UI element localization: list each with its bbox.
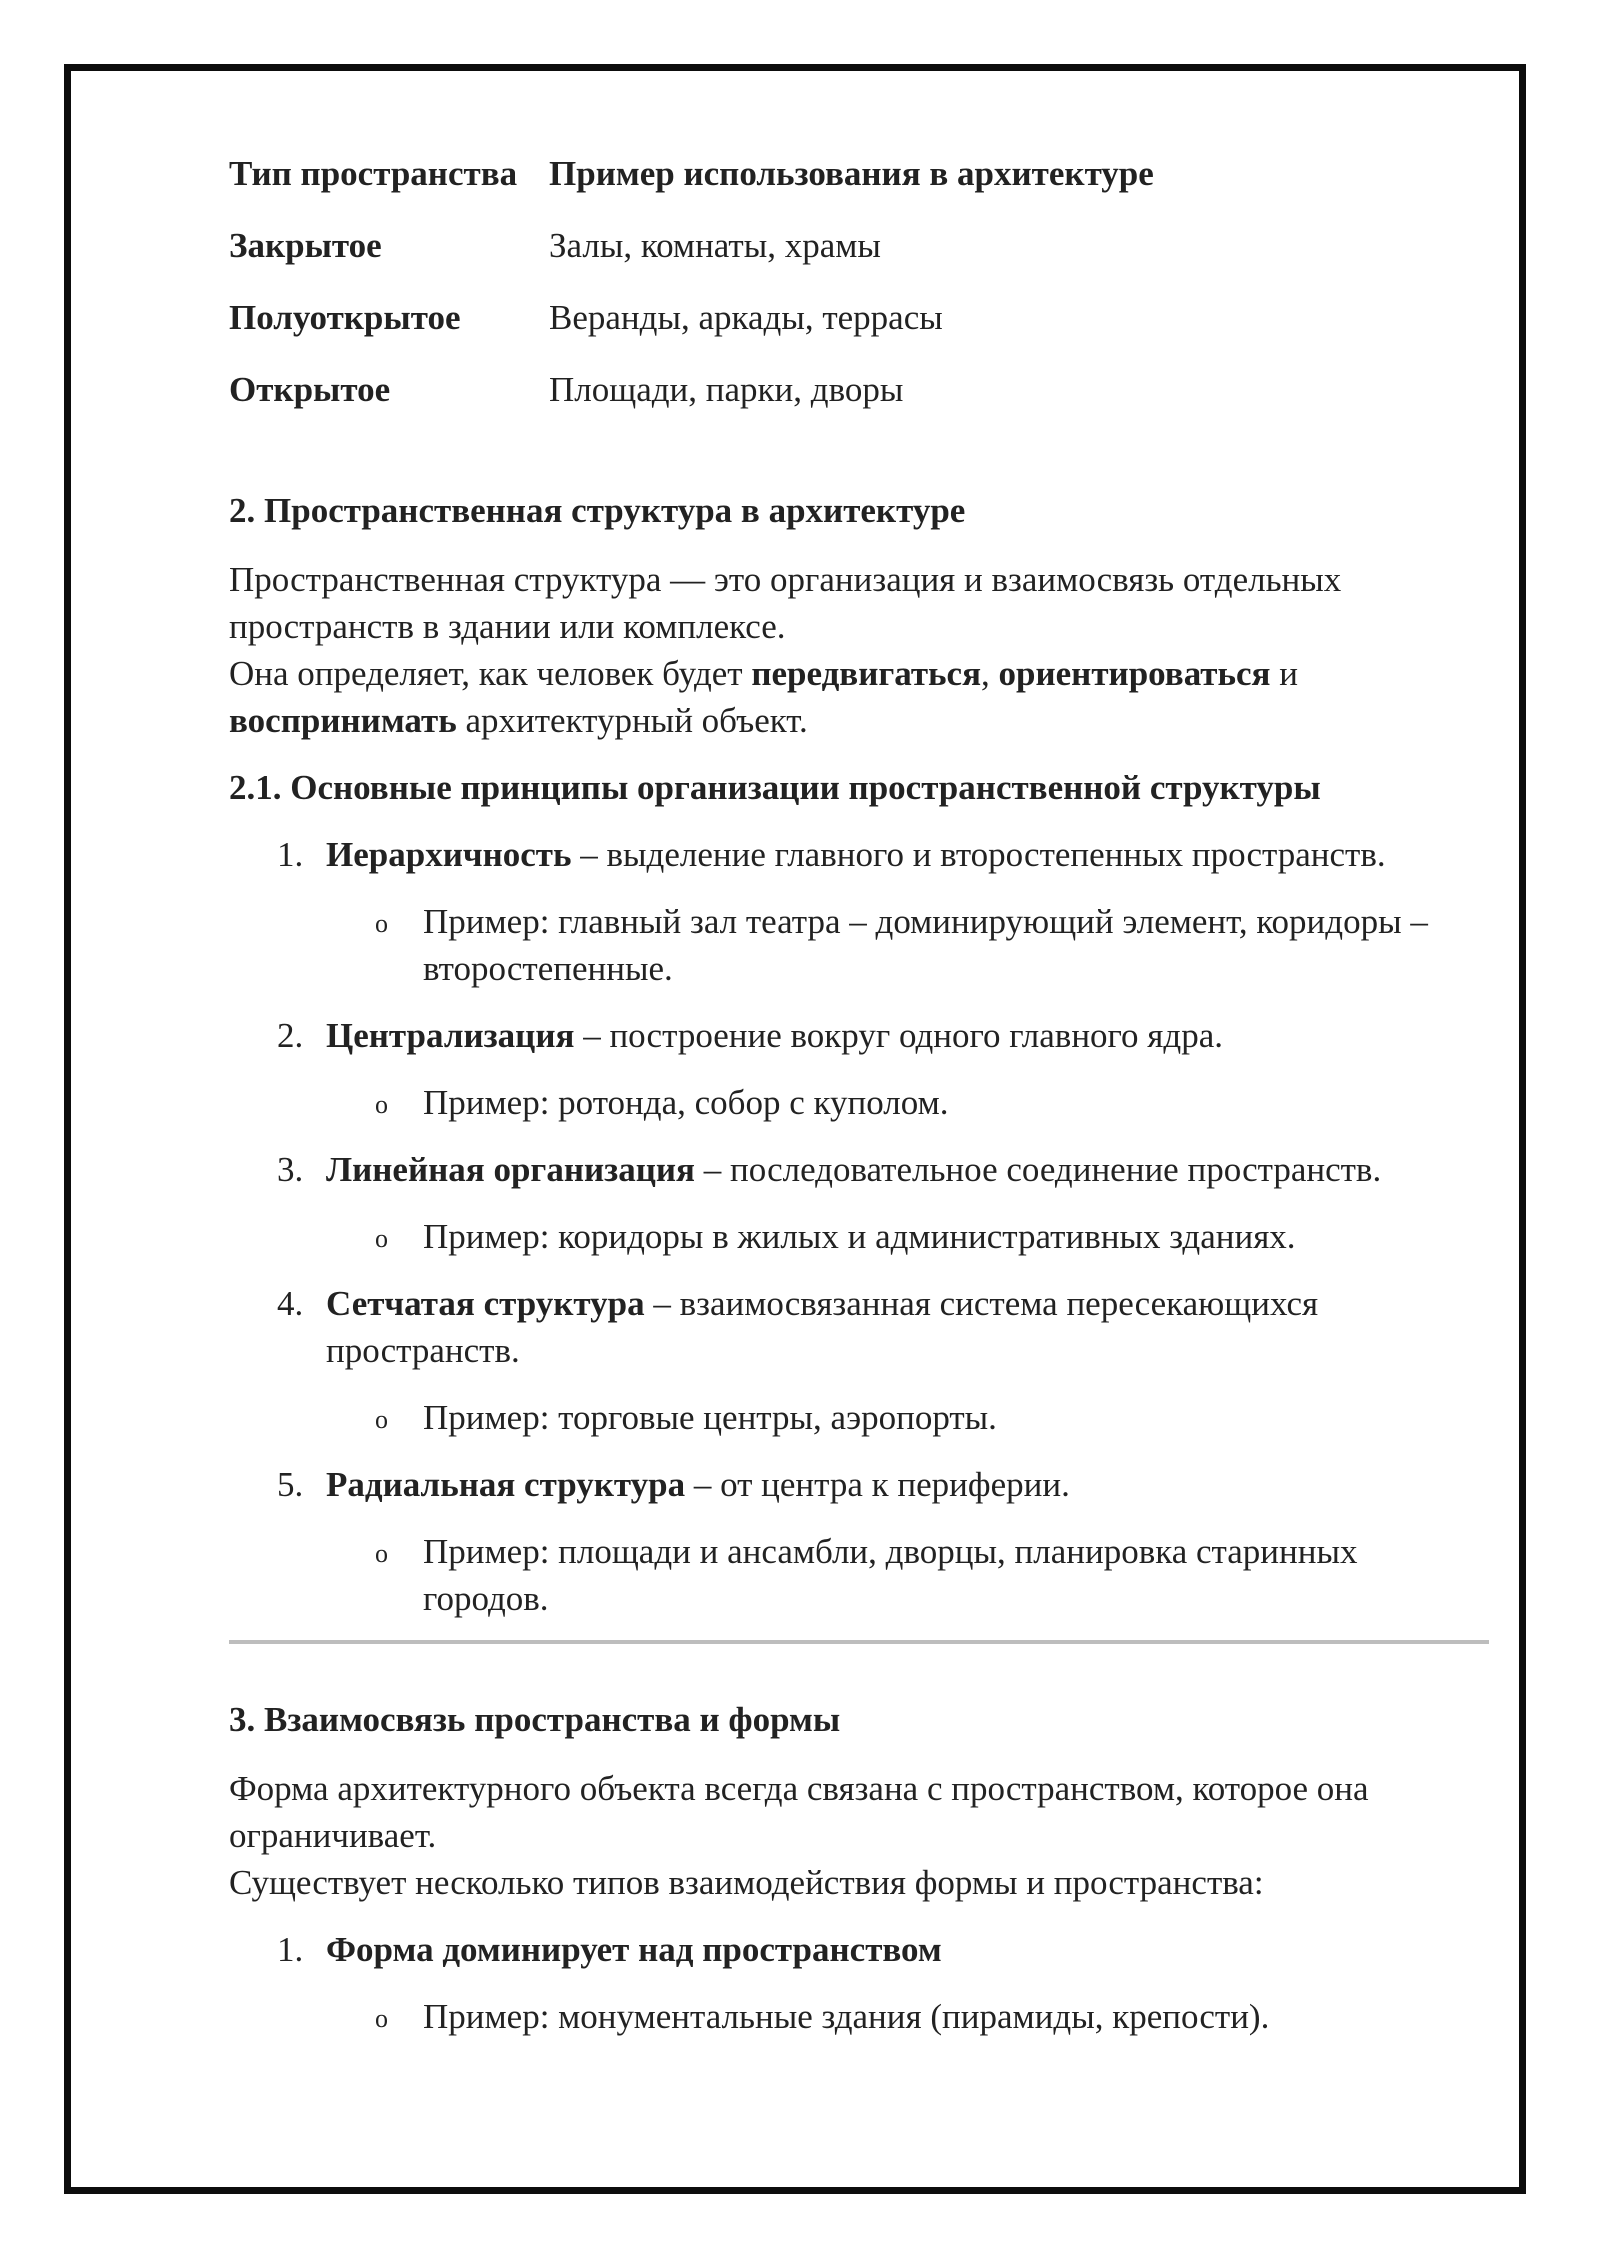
principle-term: Радиальная структура	[326, 1465, 686, 1504]
document-content	[229, 150, 1489, 2040]
section-2-paragraph: Пространственная структура — это организация и взаимосвязь отдельных пространств в здании или комплексе.	[229, 560, 1342, 646]
principle-description: – построение вокруг одного главного ядра.	[574, 1016, 1223, 1055]
example-line	[229, 1213, 1489, 1260]
section-2-paragraph	[229, 650, 1489, 744]
text-run: архитектурный объект.	[456, 701, 808, 740]
example-line	[229, 1993, 1489, 2040]
section-3-paragraph: Форма архитектурного объекта всегда связана с пространством, которое она ограничивает.	[229, 1769, 1369, 1855]
example-text: Пример: торговые центры, аэропорты.	[423, 1398, 997, 1437]
table-cell-example: Веранды, аркады, террасы	[549, 298, 943, 337]
list-item	[229, 1461, 1489, 1622]
list-number: 4.	[277, 1284, 304, 1323]
principle-line	[229, 1461, 1489, 1508]
table-cell-example: Площади, парки, дворы	[549, 370, 904, 409]
bold-term: ориентироваться	[998, 654, 1271, 693]
table-row	[229, 222, 1154, 294]
table-cell-type: Закрытое	[229, 226, 382, 265]
example-line	[229, 1394, 1489, 1441]
list-number: 3.	[277, 1150, 304, 1189]
principle-description: – последовательное соединение пространств.	[695, 1150, 1382, 1189]
table-header-row	[229, 150, 1154, 222]
list-item	[229, 1146, 1489, 1260]
section-divider	[229, 1640, 1489, 1644]
table-header-cell: Пример использования в архитектуре	[549, 154, 1154, 193]
principle-term: Сетчатая структура	[326, 1284, 645, 1323]
text-run: Она определяет, как человек будет	[229, 654, 752, 693]
example-text: Пример: коридоры в жилых и административных зданиях.	[423, 1217, 1296, 1256]
interaction-term: Форма доминирует над пространством	[326, 1930, 942, 1969]
text-run: и	[1270, 654, 1298, 693]
example-line	[229, 898, 1489, 992]
principle-line	[229, 1146, 1489, 1193]
bullet-icon: o	[375, 1405, 388, 1434]
principles-list	[229, 831, 1489, 1622]
example-text: Пример: главный зал театра – доминирующий элемент, коридоры – второстепенные.	[423, 902, 1428, 988]
list-number: 1.	[277, 835, 304, 874]
space-types-table	[229, 150, 1154, 438]
bullet-icon: o	[375, 1224, 388, 1253]
example-text: Пример: площади и ансамбли, дворцы, планировка старинных городов.	[423, 1532, 1358, 1618]
bullet-icon: o	[375, 909, 388, 938]
list-item	[229, 831, 1489, 992]
subsection-2-1-heading: 2.1. Основные принципы организации пространственной структуры	[229, 768, 1321, 807]
principle-description: – взаимосвязанная система пересекающихся пространств.	[326, 1284, 1319, 1370]
bullet-icon: o	[375, 2004, 388, 2033]
table-cell-type: Открытое	[229, 370, 391, 409]
list-item	[229, 1926, 1489, 2040]
example-line	[229, 1528, 1489, 1622]
list-number: 1.	[277, 1930, 304, 1969]
table-row	[229, 294, 1154, 366]
bold-term: воспринимать	[229, 701, 457, 740]
section-3-heading: 3. Взаимосвязь пространства и формы	[229, 1700, 841, 1739]
list-number: 2.	[277, 1016, 304, 1055]
principle-description: – от центра к периферии.	[685, 1465, 1070, 1504]
table-cell-type: Полуоткрытое	[229, 298, 461, 337]
table-cell-example: Залы, комнаты, храмы	[549, 226, 881, 265]
example-text: Пример: ротонда, собор с куполом.	[423, 1083, 949, 1122]
principle-term: Иерархичность	[326, 835, 572, 874]
principle-line	[229, 1012, 1489, 1059]
table-row	[229, 366, 1154, 438]
bold-term: передвигаться	[751, 654, 982, 693]
principle-line	[229, 831, 1489, 878]
section-2-heading: 2. Пространственная структура в архитектуре	[229, 491, 966, 530]
bullet-icon: o	[375, 1090, 388, 1119]
principle-term: Линейная организация	[326, 1150, 695, 1189]
list-item	[229, 1280, 1489, 1441]
interaction-types-list	[229, 1926, 1489, 2040]
table-header-cell: Тип пространства	[229, 154, 518, 193]
example-text: Пример: монументальные здания (пирамиды, крепости).	[423, 1997, 1270, 2036]
list-number: 5.	[277, 1465, 304, 1504]
list-item	[229, 1012, 1489, 1126]
principle-term: Централизация	[326, 1016, 575, 1055]
section-3-paragraph: Существует несколько типов взаимодействия формы и пространства:	[229, 1863, 1264, 1902]
bullet-icon: o	[375, 1539, 388, 1568]
interaction-type-line	[229, 1926, 1489, 1973]
text-run: ,	[981, 654, 999, 693]
principle-line	[229, 1280, 1489, 1374]
principle-description: – выделение главного и второстепенных пространств.	[571, 835, 1386, 874]
example-line	[229, 1079, 1489, 1126]
